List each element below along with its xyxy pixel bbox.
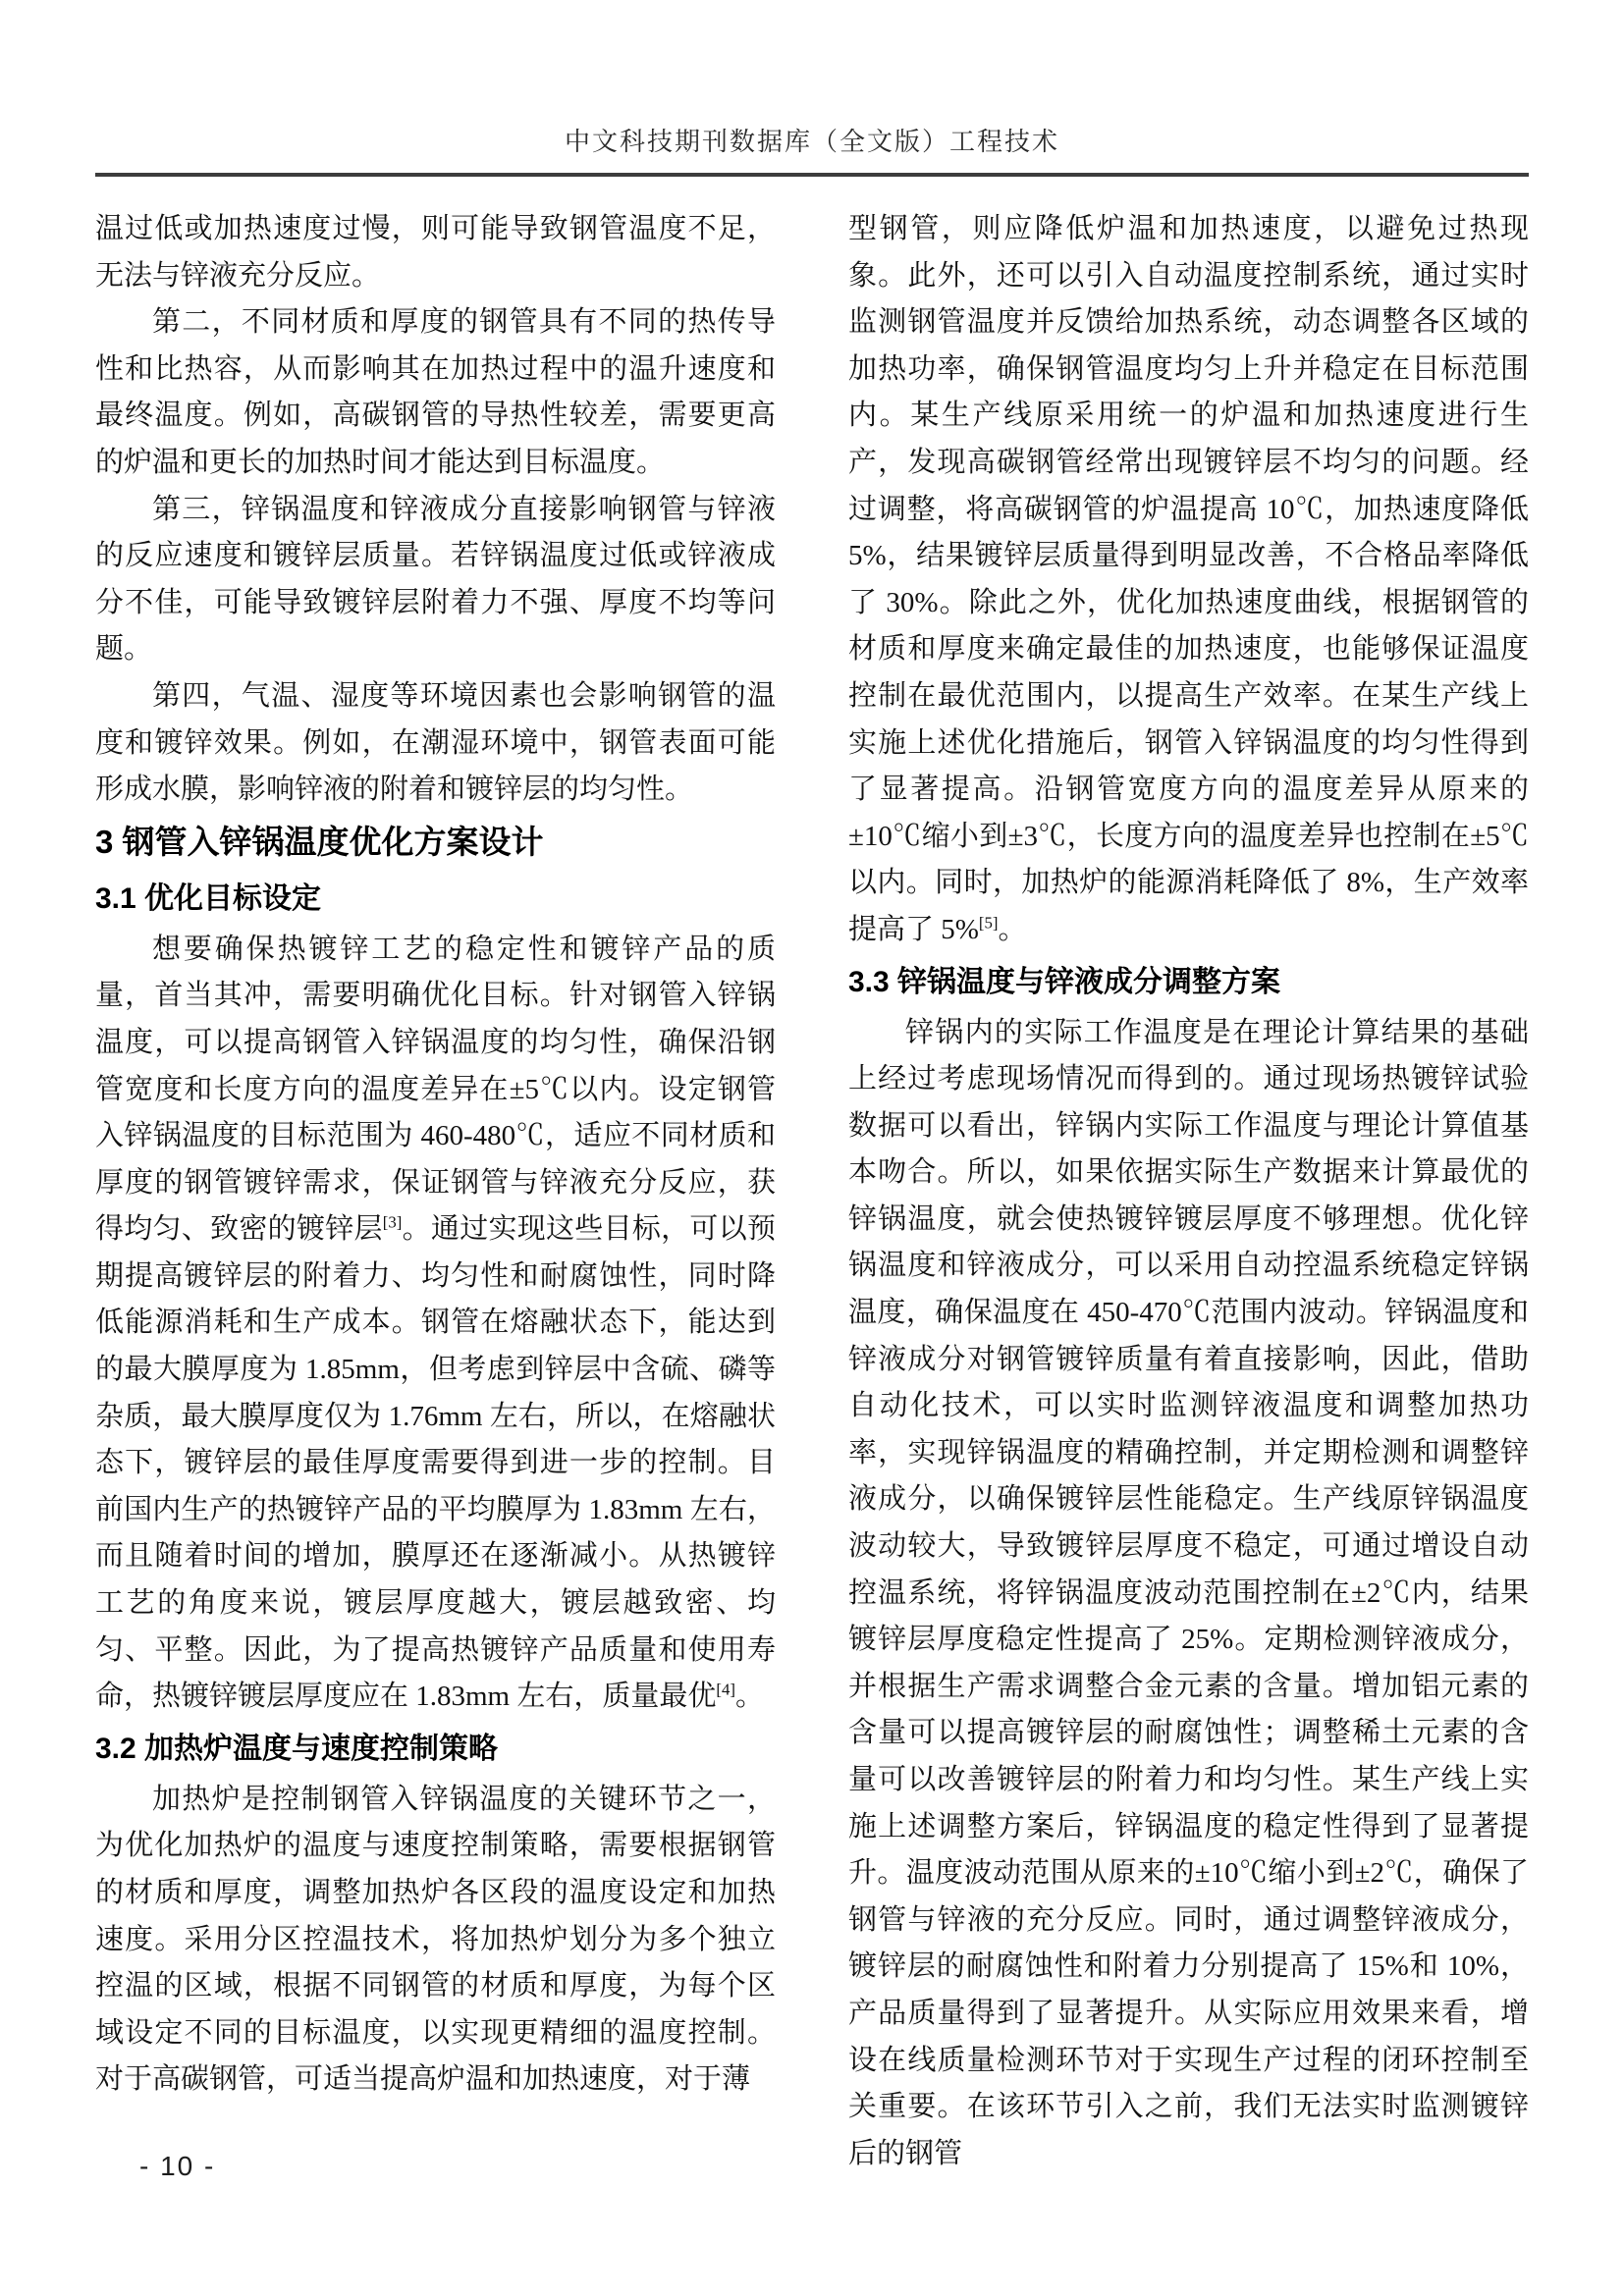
text-run: 。 — [998, 913, 1027, 945]
section-3-2-heading — [95, 1721, 776, 1777]
text-run: 3.3 锌锅温度与锌液成分调整方案 — [848, 965, 1281, 998]
text-run: 锌锅内的实际工作温度是在理论计算结果的基础上经过考虑现场情况而得到的。通过现场热镀锌试验数据可以看出，锌锅内实际工作温度与理论计算值基本吻合。所以，如果依据实际生产数据来计算最优的锌锅温度，就会使热镀锌镀层厚度不够理想。优化锌锅温度和锌液成分，可以采用自动控温系统稳定锌锅温度，确保温度在 450-470℃范围内波动。锌锅温度和锌液成分对钢管镀锌质量有着直接影响，因此，借助自动化技术，可以实时监测锌液温度和调整加热功率，实现锌锅温度的精确控制，并定期检测和调整锌液成分，以确保镀锌层性能稳定。生产线原锌锅温度波动较大，导致镀锌层厚度不稳定，可通过增设自动控温系统，将锌锅温度波动范围控制在±2℃内，结果镀锌层厚度稳定性提高了 25%。定期检测锌液成分，并根据生产需求调整合金元素的含量。增加铝元素的含量可以提高镀锌层的耐腐蚀性；调整稀土元素的含量可以改善镀锌层的附着力和均匀性。某生产线上实施上述调整方案后，锌锅温度的稳定性得到了显著提升。温度波动范围从原来的±10℃缩小到±2℃，确保了钢管与锌液的充分反应。同时，通过调整锌液成分，镀锌层的耐腐蚀性和附着力分别提高了 15%和 10%，产品质量得到了显著提升。从实际应用效果来看，增设在线质量检测环节对于实现生产过程的闭环控制至关重要。在该环节引入之前，我们无法实时监测镀锌后的钢管 — [848, 1016, 1529, 2169]
text-run: 第二，不同材质和厚度的钢管具有不同的热传导性和比热容，从而影响其在加热过程中的温升速度和最终温度。例如，高碳钢管的导热性较差，需要更高的炉温和更长的加热时间才能达到目标温度。 — [95, 306, 776, 478]
page-number: - 10 - — [139, 2151, 216, 2181]
paragraph-third-factor — [95, 487, 776, 673]
paragraph-furnace-control — [95, 1777, 776, 2104]
left-column — [95, 206, 776, 2177]
section-3-3-heading — [848, 954, 1529, 1010]
footnote-ref: [5] — [978, 913, 999, 933]
article-body — [95, 206, 1529, 2177]
paragraph-continuation-left — [95, 206, 776, 299]
text-run: 第四，气温、湿度等环境因素也会影响钢管的温度和镀锌效果。例如，在潮湿环境中，钢管表面可能形成水膜，影响锌液的附着和镀锌层的均匀性。 — [95, 679, 776, 806]
paragraph-zinc-pot-adjustment — [848, 1010, 1529, 2178]
text-run: 型钢管，则应降低炉温和加热速度，以避免过热现象。此外，还可以引入自动温度控制系统，通过实时监测钢管温度并反馈给加热系统，动态调整各区域的加热功率，确保钢管温度均匀上升并稳定在目标范围内。某生产线原采用统一的炉温和加热速度进行生产，发现高碳钢管经常出现镀锌层不均匀的问题。经过调整，将高碳钢管的炉温提高 10℃，加热速度降低 5%，结果镀锌层质量得到明显改善，不合格品率降低了 30%。除此之外，优化加热速度曲线，根据钢管的材质和厚度来确定最佳的加热速度，也能够保证温度控制在最优范围内，以提高生产效率。在某生产线上实施上述优化措施后，钢管入锌锅温度的均匀性得到了显著提高。沿钢管宽度方向的温度差异从原来的±10℃缩小到±3℃，长度方向的温度差异也控制在±5℃以内。同时，加热炉的能源消耗降低了 8%，生产效率提高了 5% — [848, 213, 1529, 945]
text-run: 3 钢管入锌锅温度优化方案设计 — [95, 823, 544, 860]
text-run: 温过低或加热速度过慢，则可能导致钢管温度不足，无法与锌液充分反应。 — [95, 213, 776, 292]
header-divider — [95, 173, 1529, 177]
text-run: 。 — [734, 1681, 764, 1713]
section-3-heading — [95, 814, 776, 871]
footnote-ref: [3] — [382, 1212, 403, 1232]
text-run: 想要确保热镀锌工艺的稳定性和镀锌产品的质量，首当其冲，需要明确优化目标。针对钢管入锌锅温度，可以提高钢管入锌锅温度的均匀性，确保沿钢管宽度和长度方向的温度差异在±5℃以内。设定钢管入锌锅温度的目标范围为 460-480℃，适应不同材质和厚度的钢管镀锌需求，保证钢管与锌液充分反应，获得均匀、致密的镀锌层 — [95, 933, 776, 1246]
journal-title: 中文科技期刊数据库（全文版）工程技术 — [564, 128, 1059, 156]
text-run: 3.1 优化目标设定 — [95, 881, 322, 915]
footnote-ref: [4] — [716, 1680, 735, 1699]
paragraph-second-factor — [95, 299, 776, 486]
paragraph-continuation-right — [848, 206, 1529, 954]
text-run: 第三，锌锅温度和锌液成分直接影响钢管与锌液的反应速度和镀锌层质量。若锌锅温度过低或锌液成分不佳，可能导致镀锌层附着力不强、厚度不均等问题。 — [95, 493, 776, 666]
section-3-1-heading — [95, 871, 776, 927]
text-run: 3.2 加热炉温度与速度控制策略 — [95, 1732, 499, 1765]
paragraph-fourth-factor — [95, 673, 776, 814]
page-header — [95, 126, 1529, 177]
right-column — [848, 206, 1529, 2177]
text-run: 加热炉是控制钢管入锌锅温度的关键环节之一，为优化加热炉的温度与速度控制策略，需要根据钢管的材质和厚度，调整加热炉各区段的温度设定和加热速度。采用分区控温技术，将加热炉划分为多个独立控温的区域，根据不同钢管的材质和厚度，为每个区域设定不同的目标温度，以实现更精细的温度控制。对于高碳钢管，可适当提高炉温和加热速度，对于薄 — [95, 1783, 776, 2096]
text-run: 。通过实现这些目标，可以预期提高镀锌层的附着力、均匀性和耐腐蚀性，同时降低能源消耗和生产成本。钢管在熔融状态下，能达到的最大膜厚度为 1.85mm，但考虑到锌层中含硫、磷等杂质，最大膜厚度仅为 1.76mm 左右，所以，在熔融状态下，镀锌层的最佳厚度需要得到进一步的控制。目前国内生产的热镀锌产品的平均膜厚为 1.83mm 左右，而且随着时间的增加，膜厚还在逐渐减小。从热镀锌工艺的角度来说，镀层厚度越大，镀层越致密、均匀、平整。因此，为了提高热镀锌产品质量和使用寿命，热镀锌镀层厚度应在 1.83mm 左右，质量最优 — [95, 1213, 776, 1713]
paragraph-optimization-goals — [95, 927, 776, 1721]
